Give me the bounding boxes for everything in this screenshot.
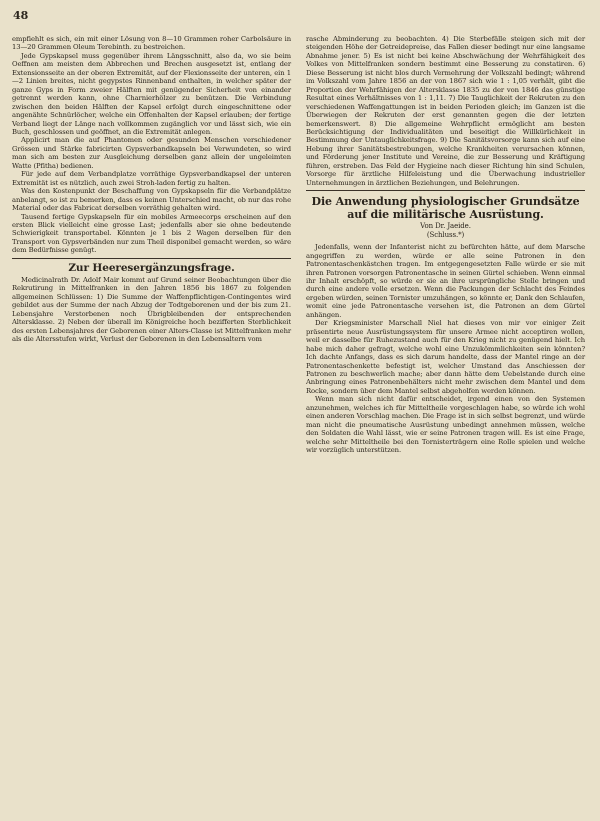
paragraph: Tausend fertige Gypskapseln für ein mobiles Armeecorps erscheinen auf den ersten Blick vielleicht eine grosse Last; jedenfalls aber sie ohne bedeutende Schwierigkeit transportabel. Könnten je 1 bis 2 Wagen derselben für den Transport von Gypsverbänden nur zum Theil disponibel gemacht werden, so wäre dem Bedürfnisse genügt. <box>12 212 291 255</box>
paragraph: Was den Kostenpunkt der Beschaffung von Gypskapseln für die Verbandplätze anbelangt, so ist zu bemerken, dass es keinen Unterschied macht, ob nur das rohe Material oder das Fabricat derselben vorräthig gehalten wird. <box>12 187 291 213</box>
paragraph: Jede Gypskapsel muss gegenüber ihrem Längsschnitt, also da, wo sie beim Oeffnen am meisten dem Abbrechen und Brechen ausgesetzt ist, entlang der Extensionsseite an der oberen Extremität, auf der Flexionsseite der unteren, ein 1—2 Linien breites, nicht gegypstes Rinnenband enthalten, in welcher später der ganze Gyps in Form zweier Hälften mit genügender Sicherheit von einander getrennt werden kann, ohne Charnierhölzer zu benützen. Die Verbindung zwischen den beiden Hälften der Kapsel erfolgt durch eingeschnittene oder angenähte Schnürlöcher, welche ein Offenhalten der Kapsel erlauben; der fertige Verband liegt der Länge nach vollkommen zugänglich vor und lässt sich, wie ein Buch, geschlossen und geöffnet, an die Extremität anlegen. <box>12 51 291 136</box>
divider <box>12 258 291 259</box>
paragraph: Der Kriegsminister Marschall Niel hat dieses von mir vor einiger Zeit präsentirte neue Ausrüstungssystem für unsere Armee nicht acceptiren wollen, weil er dasselbe für Ruhezustand auch für den Krieg nicht zu genügend hielt. Ich habe mich daher gefragt, welche wohl eine Unzukömmlichkeiten sein könnten? Ich dachte Anfangs, dass es sich darum handelte, dass der Mantel ringe an der Patronentaschenkette befestigt ist, welcher Umstand das Anschiessen der Patronen zu beschwerlich mache; aber dann hätte dem Uebelstande durch eine Anbringung eines Patronenbehälters nicht mehr zwischen dem Mantel und dem Rocke, sondern über dem Mantel selbst abgeholfen werden können. <box>306 319 585 395</box>
paragraph: rasche Abminderung zu beobachten. 4) Die Sterbefälle steigen sich mit der steigenden Höhe der Getreidepreise, das Fallen dieser bedingt nur eine langsame Abnahme jener. 5) Es ist nicht bei keine Abschwächung der Wehrfähigkeit des Volkes von Mittelfranken sondern bestimmt eine Besserung zu constatiren. 6) Diese Besserung ist nicht blos durch Vermehrung der Volkszahl bedingt; während im Volkszahl vom Jahre 1856 an der von 1867 sich wie 1 : 1,05 verhält, gibt die Proportion der Wehrfähigen der Altersklasse 1835 zu der von 1846 das günstige Resultat eines Verhältnisses von 1 : 1,11. 7) Die Tauglichkeit der Rekruten zu den verschiedenen Waffengattungen ist in beiden Perioden gleich; im Ganzen ist die Überwiegen der Rekruten der erst genannten gegen die der letzten bemerkenswert. 8) Die allgemeine Wehrpflicht ermöglicht am besten Berücksichtigung der Individualitäten und beseitigt die Willkürlichkeit in Bestimmung der Untauglichkeitsfrage. 9) Die Sanitätsvorsorge kann sich auf eine Hebung ihrer Sanitätsbestrebungen, welche Krankheiten verursachen können, und Förderung jener Institute und Vereine, die zur Besserung und Kräftigung führen, erstreben. Das Feld der Hygieine nach dieser Richtung hin sind Schulen, Vorsorge für ärztliche Hilfeleistung und die Überwachung industrieller Unternehmungen in ärztlichen Beziehungen, und Belehrungen. <box>306 35 585 187</box>
article-author: Von Dr. Jaeide. <box>420 222 471 231</box>
article-subtitle: (Schluss.*) <box>426 231 465 240</box>
divider <box>306 190 585 191</box>
paragraph: Jedenfalls, wenn der Infanterist nicht zu befürchten hätte, auf dem Marsche angegriffen zu werden, würde er alle seine Patronen in den Patronentaschenkästchen tragen. Im entgegengesetzten Falle würde er sie mit ihren Patronen vorsorgen Patronentasche in seinen Gürtel schieben. Wenn einmal ihr Inhalt erschöpft, so würde er sie an ihre ursprüngliche Stelle bringen und durch eine andere volle ersetzen. Wenn die Packungen der Schlacht des Feindes ergeben würden, seinen Tornister umzuhängen, so könnte er, Dank den Schlaufen, womit eine jede Patronentasche versehen ist, die Patronen an dem Gürtel anhängen. <box>306 243 585 319</box>
page-number: 48 <box>13 9 29 22</box>
left-column <box>12 35 291 343</box>
paragraph: Für jede auf dem Verbandplatze vorräthige Gypsverbandkapsel der unteren Extremität ist es nützlich, auch zwei Stroh-laden fertig zu halten. <box>12 170 291 187</box>
section-heading: Zur Heeresergänzungsfrage. <box>68 261 235 274</box>
paragraph: Wenn man sich nicht dafür entscheidet, irgend einen von den Systemen anzunehmen, welches ich für Mitteltheile vorgeschlagen habe, so würde ich wohl einen anderen Vorschlag machen. Die Frage ist in sich selbst begrenzt, und würde man nicht die pneumatische Ausrüstung unbedingt annehmen müssen, welche den Soldaten die Wahl lässt, wie er seine Patronen tragen will. Es ist eine Frage, welche sehr Mitteltheile bei den Tornisterträgern eine Rolle spielen und welche wir vorzüglich unterstützen. <box>306 395 585 455</box>
paragraph: Medicinalrath Dr. Adolf Mair kommt auf Grund seiner Beobachtungen über die Rekrutirung in Mittelfranken in den Jahren 1856 bis 1867 zu folgenden allgemeinen Schlüssen: 1) Die Summe der Waffenpflichtigen-Contingentes wird gebildet aus der Summe der nach Abzug der Todtgeborenen und der bis zum 21. Lebensjahre Verstorbenen noch Übrigbleibenden der entsprechenden Altersklasse. 2) Neben der überall im Königreiche hoch bezifferten Sterblichkeit des ersten Lebensjahres der Geborenen einer Alters-Classe ist Mittelfranken mehr als die Altersstufen wirkt, Verlust der Geborenen in den Lebensaltern vom <box>12 275 291 343</box>
article-title: Die Anwendung physiologischer Grundsätze auf die militärische Ausrüstung. <box>311 195 580 222</box>
right-column <box>306 35 585 454</box>
paragraph: Applicirt man die auf Phantomen oder gesunden Menschen verschiedener Grössen und Stärke fabricirten Gypsverbandkapseln bei Verwundeten, so wird man sich am besten zur Ausgleichung derselben ganz allein der ungeleimten Watte (Pfitha) bedienen. <box>12 136 291 170</box>
paragraph: empfiehlt es sich, ein mit einer Lösung von 8—10 Grammen roher Carbolsäure in 13—20 Grammen Oleum Terebinth. zu bestreichen. <box>12 35 291 52</box>
